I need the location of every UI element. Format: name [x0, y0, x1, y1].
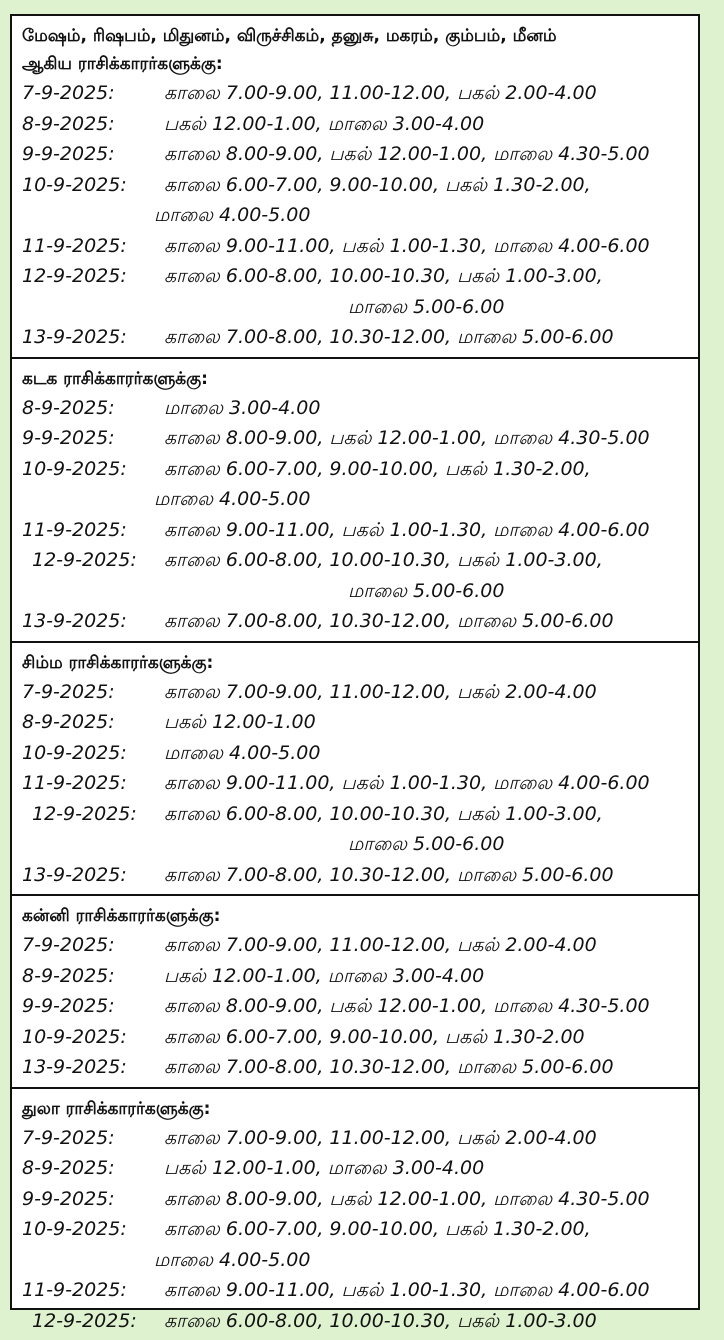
section-multi-sign: [12, 16, 698, 359]
row-times: காலை 7.00-9.00, 11.00-12.00, பகல் 2.00-4.00: [164, 1123, 690, 1154]
row-date: 9-9-2025:: [22, 139, 164, 170]
schedule-row: [22, 1153, 690, 1184]
schedule-row: [22, 139, 690, 170]
row-date: 10-9-2025:: [22, 1214, 164, 1245]
row-times: காலை 6.00-8.00, 10.00-10.30, பகல் 1.00-3.00,: [164, 799, 690, 830]
row-date: 13-9-2025:: [22, 860, 164, 891]
row-times: காலை 6.00-8.00, 10.00-10.30, பகல் 1.00-3.00,: [164, 261, 690, 292]
schedule-row-continuation: [22, 292, 690, 323]
row-date: 7-9-2025:: [22, 930, 164, 961]
row-times: காலை 6.00-7.00, 9.00-10.00, பகல் 1.30-2.00,: [164, 1214, 690, 1245]
row-times-continuation: மாலை 4.00-5.00: [22, 1245, 310, 1276]
row-times: காலை 6.00-7.00, 9.00-10.00, பகல் 1.30-2.00,: [164, 170, 690, 201]
schedule-row: [22, 677, 690, 708]
row-times: காலை 7.00-8.00, 10.30-12.00, மாலை 5.00-6.00: [164, 860, 690, 891]
row-date: 12-9-2025:: [22, 1306, 164, 1337]
top-strip: [0, 0, 724, 14]
section-header: சிம்ம ராசிக்காரர்களுக்கு:: [22, 649, 690, 677]
row-date: 12-9-2025:: [22, 799, 164, 830]
row-times: காலை 9.00-11.00, பகல் 1.00-1.30, மாலை 4.00-6.00: [164, 515, 690, 546]
row-date: 8-9-2025:: [22, 707, 164, 738]
row-date: 13-9-2025:: [22, 606, 164, 637]
row-times: மாலை 4.00-5.00: [164, 738, 690, 769]
section-header: கடக ராசிக்காரர்களுக்கு:: [22, 365, 690, 393]
row-date: 9-9-2025:: [22, 991, 164, 1022]
row-times: காலை 9.00-11.00, பகல் 1.00-1.30, மாலை 4.00-6.00: [164, 1275, 690, 1306]
row-times-continuation: மாலை 4.00-5.00: [22, 200, 310, 231]
row-date: 13-9-2025:: [22, 322, 164, 353]
schedule-row: [22, 1306, 690, 1337]
schedule-row: [22, 860, 690, 891]
row-times: பகல் 12.00-1.00, மாலை 3.00-4.00: [164, 1153, 690, 1184]
row-date: 7-9-2025:: [22, 1123, 164, 1154]
schedule-row: [22, 799, 690, 830]
row-times: காலை 7.00-9.00, 11.00-12.00, பகல் 2.00-4.00: [164, 78, 690, 109]
section-kadaga: [12, 359, 698, 643]
schedule-row-continuation: [22, 484, 690, 515]
schedule-panel: [10, 14, 700, 1310]
row-times-continuation: மாலை 5.00-6.00: [22, 576, 504, 607]
row-date: 11-9-2025:: [22, 1275, 164, 1306]
row-times: மாலை 3.00-4.00: [164, 393, 690, 424]
schedule-row-continuation: [22, 200, 690, 231]
row-times: காலை 6.00-8.00, 10.00-10.30, பகல் 1.00-3.00: [164, 1306, 690, 1337]
row-times: காலை 9.00-11.00, பகல் 1.00-1.30, மாலை 4.00-6.00: [164, 231, 690, 262]
row-date: 7-9-2025:: [22, 677, 164, 708]
row-times: காலை 8.00-9.00, பகல் 12.00-1.00, மாலை 4.30-5.00: [164, 991, 690, 1022]
schedule-row: [22, 423, 690, 454]
schedule-row: [22, 930, 690, 961]
row-times: காலை 7.00-9.00, 11.00-12.00, பகல் 2.00-4.00: [164, 930, 690, 961]
row-date: 8-9-2025:: [22, 393, 164, 424]
row-date: 13-9-2025:: [22, 1052, 164, 1083]
row-date: 10-9-2025:: [22, 170, 164, 201]
row-date: 11-9-2025:: [22, 515, 164, 546]
schedule-row: [22, 261, 690, 292]
row-date: 12-9-2025:: [22, 261, 164, 292]
row-date: 11-9-2025:: [22, 231, 164, 262]
row-date: 7-9-2025:: [22, 78, 164, 109]
row-times: பகல் 12.00-1.00, மாலை 3.00-4.00: [164, 961, 690, 992]
schedule-row: [22, 1022, 690, 1053]
row-date: 10-9-2025:: [22, 1022, 164, 1053]
schedule-row: [22, 606, 690, 637]
schedule-row: [22, 109, 690, 140]
row-times: பகல் 12.00-1.00, மாலை 3.00-4.00: [164, 109, 690, 140]
row-times-continuation: மாலை 4.00-5.00: [22, 484, 310, 515]
schedule-row: [22, 170, 690, 201]
schedule-row: [22, 393, 690, 424]
schedule-row-continuation: [22, 576, 690, 607]
row-date: 8-9-2025:: [22, 1153, 164, 1184]
section-thula: [12, 1089, 698, 1340]
row-date: 9-9-2025:: [22, 1184, 164, 1215]
row-times-continuation: மாலை 5.00-6.00: [22, 292, 504, 323]
row-date: 10-9-2025:: [22, 738, 164, 769]
schedule-row-continuation: [22, 1245, 690, 1276]
section-simma: [12, 643, 698, 897]
schedule-row-continuation: [22, 829, 690, 860]
schedule-row: [22, 515, 690, 546]
schedule-row: [22, 1123, 690, 1154]
row-times: காலை 9.00-11.00, பகல் 1.00-1.30, மாலை 4.00-6.00: [164, 768, 690, 799]
row-times: பகல் 12.00-1.00: [164, 707, 690, 738]
schedule-row: [22, 1052, 690, 1083]
schedule-row: [22, 1275, 690, 1306]
row-date: 10-9-2025:: [22, 454, 164, 485]
row-times-continuation: மாலை 5.00-6.00: [22, 829, 504, 860]
row-times: காலை 7.00-8.00, 10.30-12.00, மாலை 5.00-6.00: [164, 322, 690, 353]
section-kanni: [12, 896, 698, 1089]
schedule-row: [22, 78, 690, 109]
schedule-row: [22, 738, 690, 769]
schedule-row: [22, 991, 690, 1022]
row-times: காலை 6.00-7.00, 9.00-10.00, பகல் 1.30-2.00,: [164, 454, 690, 485]
row-times: காலை 8.00-9.00, பகல் 12.00-1.00, மாலை 4.30-5.00: [164, 1184, 690, 1215]
section-header: துலா ராசிக்காரர்களுக்கு:: [22, 1095, 690, 1123]
row-times: காலை 8.00-9.00, பகல் 12.00-1.00, மாலை 4.30-5.00: [164, 423, 690, 454]
schedule-row: [22, 545, 690, 576]
schedule-row: [22, 768, 690, 799]
row-date: 9-9-2025:: [22, 423, 164, 454]
schedule-row: [22, 322, 690, 353]
section-header: கன்னி ராசிக்காரர்களுக்கு:: [22, 902, 690, 930]
row-date: 8-9-2025:: [22, 109, 164, 140]
row-date: 11-9-2025:: [22, 768, 164, 799]
row-times: காலை 7.00-8.00, 10.30-12.00, மாலை 5.00-6.00: [164, 606, 690, 637]
schedule-row: [22, 1214, 690, 1245]
row-times: காலை 6.00-7.00, 9.00-10.00, பகல் 1.30-2.00: [164, 1022, 690, 1053]
row-times: காலை 8.00-9.00, பகல் 12.00-1.00, மாலை 4.30-5.00: [164, 139, 690, 170]
row-times: காலை 7.00-8.00, 10.30-12.00, மாலை 5.00-6.00: [164, 1052, 690, 1083]
section-header-line2: ஆகிய ராசிக்காரர்களுக்கு:: [22, 50, 690, 78]
schedule-row: [22, 454, 690, 485]
row-date: 12-9-2025:: [22, 545, 164, 576]
section-header: மேஷம், ரிஷபம், மிதுனம், விருச்சிகம், தனுசு, மகரம், கும்பம், மீனம்: [22, 22, 690, 50]
schedule-row: [22, 707, 690, 738]
row-date: 8-9-2025:: [22, 961, 164, 992]
row-times: காலை 7.00-9.00, 11.00-12.00, பகல் 2.00-4.00: [164, 677, 690, 708]
row-times: காலை 6.00-8.00, 10.00-10.30, பகல் 1.00-3.00,: [164, 545, 690, 576]
schedule-row: [22, 961, 690, 992]
schedule-row: [22, 231, 690, 262]
schedule-row: [22, 1184, 690, 1215]
